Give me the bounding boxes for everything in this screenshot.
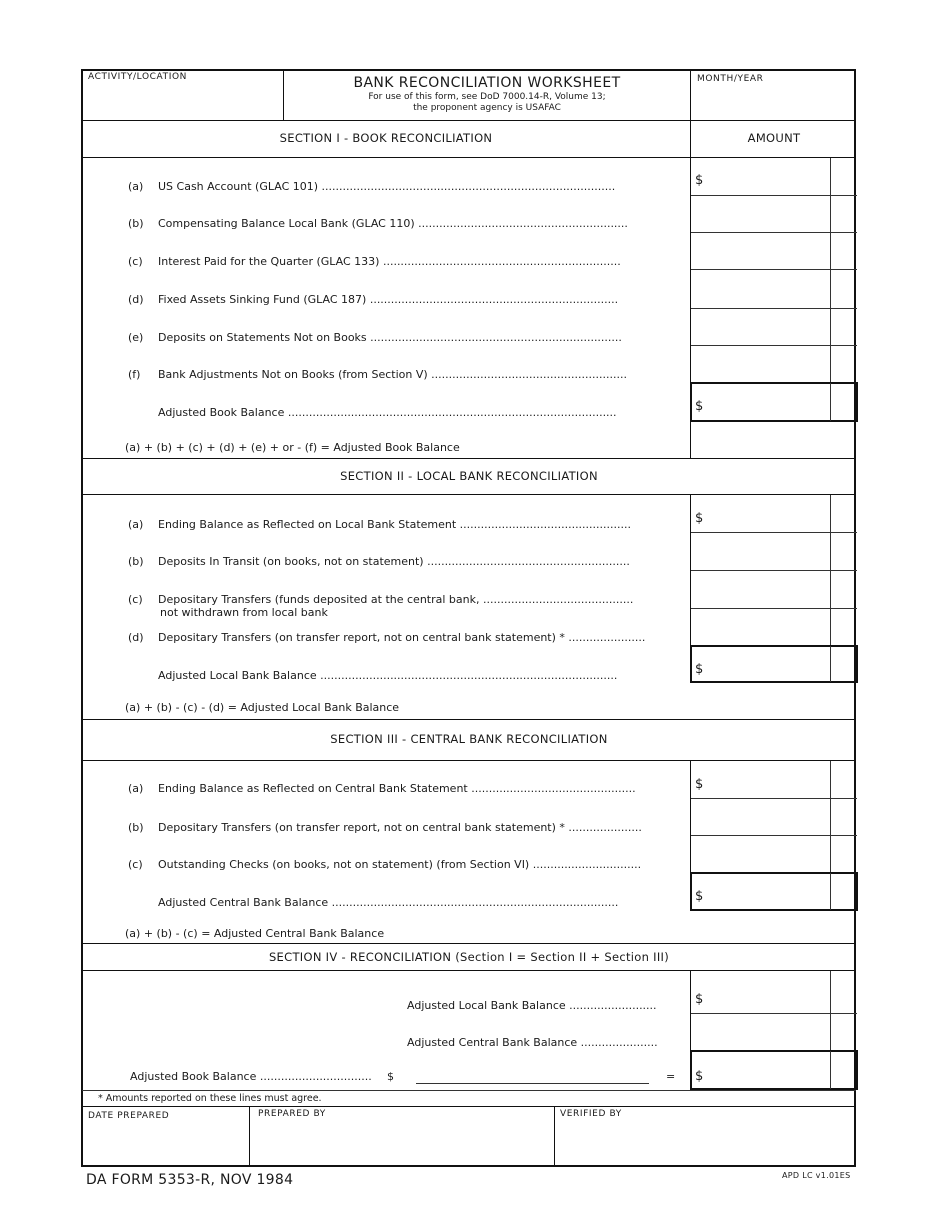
s2-item-d-text: Depositary Transfers (on transfer report, not on central bank statement) * ...................... xyxy=(158,631,646,644)
amount-input[interactable] xyxy=(694,311,830,345)
form-subtitle-line1: For use of this form, see DoD 7000.14-R, Volume 13; xyxy=(368,92,606,102)
verified-by-label: VERIFIED BY xyxy=(560,1109,622,1119)
s2-item-d-letter: (d) xyxy=(128,631,144,644)
s4-local-amount-input[interactable] xyxy=(706,974,830,1012)
amount-header: AMOUNT xyxy=(747,131,801,145)
s1-row-line xyxy=(691,269,857,270)
version-label: APD LC v1.01ES xyxy=(782,1171,851,1180)
s3-row-line xyxy=(691,835,857,836)
s1-item-c-letter: (c) xyxy=(128,255,143,268)
section1-title: SECTION I - BOOK RECONCILIATION xyxy=(279,131,493,145)
date-prepared-input[interactable] xyxy=(88,1125,247,1165)
prepared-by-label: PREPARED BY xyxy=(258,1109,326,1119)
s1-item-d-letter: (d) xyxy=(128,293,144,306)
s4-book-text: Adjusted Book Balance ................................ xyxy=(130,1070,372,1083)
form-subtitle-line2: the proponent agency is USAFAC xyxy=(413,103,561,113)
adjusted-book-balance-input[interactable] xyxy=(706,386,830,420)
s2-row-line xyxy=(691,570,857,571)
amount-input[interactable] xyxy=(694,838,830,872)
s1-item-c-text: Interest Paid for the Quarter (GLAC 133) .................................................................... xyxy=(158,255,621,268)
section1-bottom-line xyxy=(82,458,856,459)
verified-by-input[interactable] xyxy=(560,1123,854,1165)
month-year-input[interactable] xyxy=(697,88,851,118)
signature-divider-1 xyxy=(249,1107,250,1167)
dollar-sign: $ xyxy=(695,992,704,1007)
dollar-sign: $ xyxy=(695,662,704,677)
footnote-top-line xyxy=(82,1090,856,1091)
s1-item-d-text: Fixed Assets Sinking Fund (GLAC 187) ....................................................................... xyxy=(158,293,619,306)
activity-location-input[interactable] xyxy=(88,86,282,116)
amount-input[interactable] xyxy=(706,160,830,195)
s1-item-b-text: Compensating Balance Local Bank (GLAC 110) ............................................................ xyxy=(158,217,628,230)
s4-equals-sign: = xyxy=(666,1070,676,1083)
amount-input[interactable] xyxy=(694,801,830,835)
section3-title: SECTION III - CENTRAL BANK RECONCILIATION xyxy=(330,732,608,746)
s3-formula: (a) + (b) - (c) = Adjusted Central Bank Balance xyxy=(125,927,385,940)
month-year-label: MONTH/YEAR xyxy=(697,74,764,84)
amount-input[interactable] xyxy=(694,198,830,232)
s4-central-text: Adjusted Central Bank Balance ...................... xyxy=(407,1036,658,1049)
activity-location-label: ACTIVITY/LOCATION xyxy=(88,72,187,82)
s1-row-line xyxy=(691,195,857,196)
s1-item-f-letter: (f) xyxy=(128,368,141,381)
s1-item-e-letter: (e) xyxy=(128,331,144,344)
amount-input[interactable] xyxy=(694,348,830,382)
signature-top-line xyxy=(82,1106,856,1107)
dollar-sign: $ xyxy=(695,511,704,526)
s1-formula: (a) + (b) + (c) + (d) + (e) + or - (f) = Adjusted Book Balance xyxy=(125,441,460,454)
s3-item-a-letter: (a) xyxy=(128,782,144,795)
s2-total-cents-divider xyxy=(830,646,831,682)
amount-input[interactable] xyxy=(694,272,830,307)
s3-item-b-text: Depositary Transfers (on transfer report, not on central bank statement) * ..................... xyxy=(158,821,642,834)
s1-item-e-text: Deposits on Statements Not on Books ........................................................................ xyxy=(158,331,622,344)
dollar-sign: $ xyxy=(695,173,704,188)
s3-item-c-letter: (c) xyxy=(128,858,143,871)
section3-header-line xyxy=(82,760,856,761)
date-prepared-label: DATE PREPARED xyxy=(88,1111,170,1121)
s1-total-text: Adjusted Book Balance .............................................................................................. xyxy=(158,406,617,419)
s3-item-a-text: Ending Balance as Reflected on Central Bank Statement ............................................... xyxy=(158,782,636,795)
s2-item-a-letter: (a) xyxy=(128,518,144,531)
amount-input[interactable] xyxy=(694,535,830,570)
section2-bottom-line xyxy=(82,719,856,720)
dollar-sign: $ xyxy=(695,889,704,904)
section1-header-line xyxy=(82,157,856,158)
section3-bottom-line xyxy=(82,943,856,944)
amount-input[interactable] xyxy=(694,573,830,608)
dollar-sign: $ xyxy=(387,1070,394,1083)
s2-item-c-text: Depositary Transfers (funds deposited at the central bank, ........................................... xyxy=(158,593,634,606)
s1-row-line xyxy=(691,232,857,233)
s1-item-f-text: Bank Adjustments Not on Books (from Section V) ........................................................ xyxy=(158,368,627,381)
s2-item-a-text: Ending Balance as Reflected on Local Bank Statement ................................................. xyxy=(158,518,632,531)
s1-item-b-letter: (b) xyxy=(128,217,144,230)
s1-row-line xyxy=(691,345,857,346)
dollar-sign: $ xyxy=(695,777,704,792)
section4-header-line xyxy=(82,970,856,971)
s2-formula: (a) + (b) - (c) - (d) = Adjusted Local Bank Balance xyxy=(125,701,400,714)
dollar-sign: $ xyxy=(695,1069,704,1084)
section2-title: SECTION II - LOCAL BANK RECONCILIATION xyxy=(340,469,598,483)
adjusted-central-bank-balance-input[interactable] xyxy=(706,876,830,909)
s1-item-a-text: US Cash Account (GLAC 101) .................................................................................... xyxy=(158,180,616,193)
footnote: * Amounts reported on these lines must agree. xyxy=(98,1093,322,1104)
s4-row-line xyxy=(691,1013,857,1014)
s4-total-amount-input[interactable] xyxy=(706,1054,830,1088)
s4-book-balance-input[interactable] xyxy=(416,1066,653,1084)
form-subtitle xyxy=(284,92,690,114)
s4-central-amount-input[interactable] xyxy=(694,1016,830,1050)
dollar-sign: $ xyxy=(695,399,704,414)
s4-local-text: Adjusted Local Bank Balance ......................... xyxy=(407,999,657,1012)
s2-item-c-text-line2: not withdrawn from local bank xyxy=(160,606,328,619)
s2-item-c-letter: (c) xyxy=(128,593,143,606)
header-bottom-line xyxy=(82,120,856,121)
prepared-by-input[interactable] xyxy=(258,1123,552,1165)
amount-input[interactable] xyxy=(694,235,830,269)
signature-divider-2 xyxy=(554,1107,555,1167)
s1-row-line xyxy=(691,308,857,309)
s2-item-b-letter: (b) xyxy=(128,555,144,568)
s3-row-line xyxy=(691,798,857,799)
s2-total-text: Adjusted Local Bank Balance ..................................................................................... xyxy=(158,669,618,682)
section4-title: SECTION IV - RECONCILIATION (Section I = Section II + Section III) xyxy=(268,950,670,964)
s3-item-c-text: Outstanding Checks (on books, not on statement) (from Section VI) ............................... xyxy=(158,858,642,871)
adjusted-local-bank-balance-input[interactable] xyxy=(706,649,830,681)
amount-input[interactable] xyxy=(694,611,830,645)
section2-header-line xyxy=(82,494,856,495)
s2-row-line xyxy=(691,532,857,533)
s2-item-b-text: Deposits In Transit (on books, not on statement) .......................................................... xyxy=(158,555,630,568)
s3-total-cents-divider xyxy=(830,873,831,910)
s1-item-a-letter: (a) xyxy=(128,180,144,193)
s3-item-b-letter: (b) xyxy=(128,821,144,834)
form-title: BANK RECONCILIATION WORKSHEET xyxy=(353,75,621,91)
s3-total-text: Adjusted Central Bank Balance .................................................................................. xyxy=(158,896,619,909)
form-number: DA FORM 5353-R, NOV 1984 xyxy=(86,1172,294,1188)
s2-row-line xyxy=(691,608,857,609)
s4-total-cents-divider xyxy=(830,1051,831,1089)
amount-input[interactable] xyxy=(706,763,830,798)
s1-total-cents-divider xyxy=(830,383,831,421)
amount-input[interactable] xyxy=(706,497,830,532)
